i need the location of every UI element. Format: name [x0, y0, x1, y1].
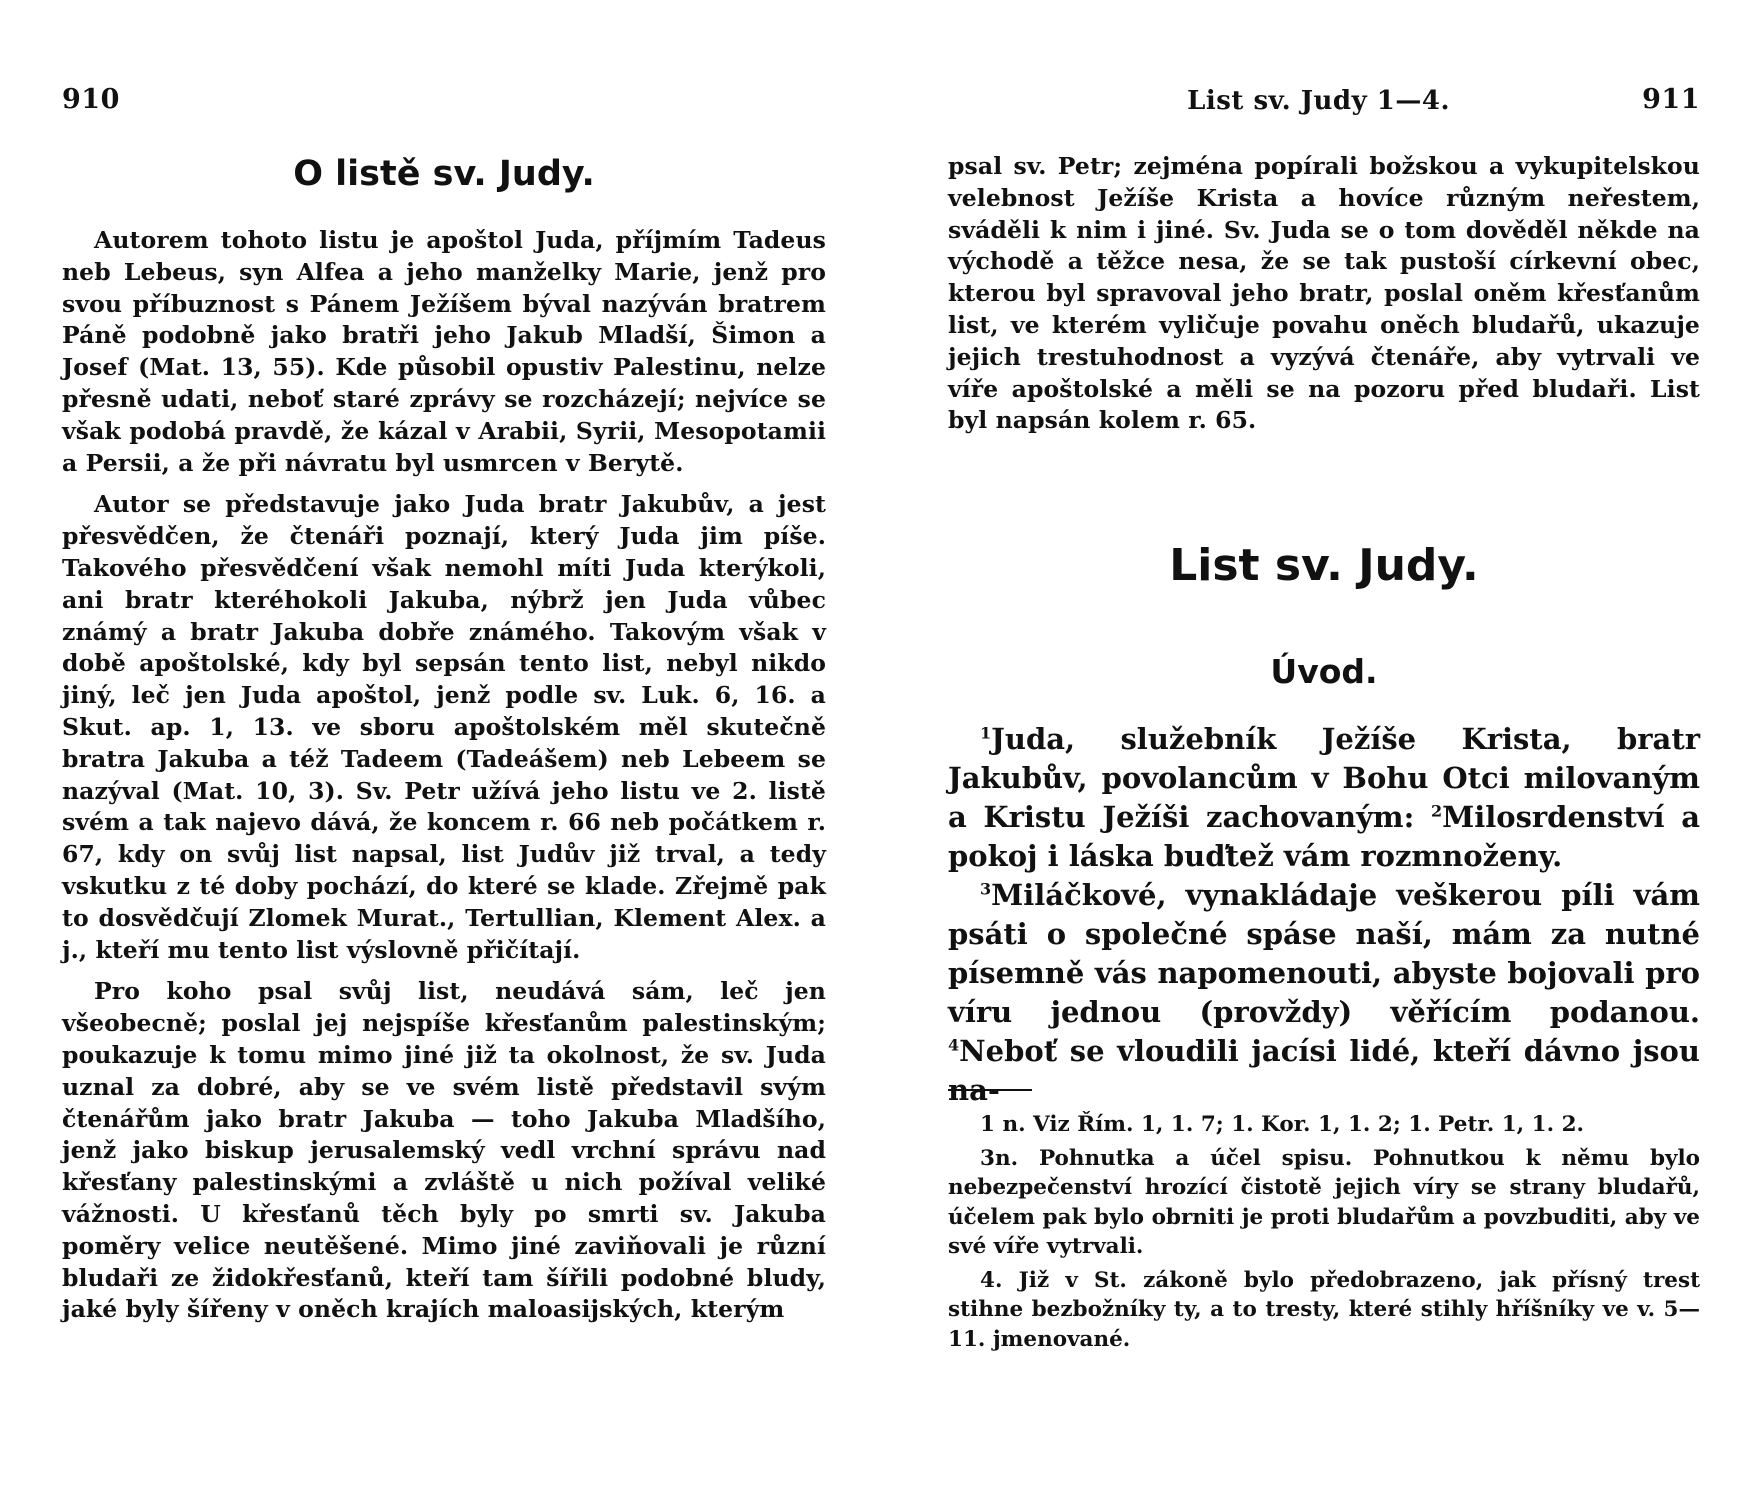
footnote: 3n. Pohnutka a účel spisu. Pohnutkou k němu bylo nebezpečenství hrozící čistotě jejich víry se strany bludařů, účelem pak bylo obrniti je proti bludařům a povzbuditi, aby ve své víře vytrvali. [948, 1145, 1700, 1259]
paragraph: Pro koho psal svůj list, neudává sám, leč jen všeobecně; poslal jej nejspíše křesťanům palestinským; poukazuje k tomu mimo jiné již ta okolnost, že sv. Juda uznal za dobré, aby se ve svém listě představil svým čtenářům jako bratr Jakuba — toho Jakuba Mladšího, jenž jako biskup jerusalemský vedl vrchní správu nad křesťany palestinskými a zvláště u nich požíval veliké vážnosti. U křesťanů těch byly po smrti sv. Jakuba poměry velice neutěšené. Mimo jiné zaviňovali je různí bludaři ze židokřesťanů, kteří tam šířili podobné bludy, jaké byly šířeny v oněch krajích maloasijských, kterým [62, 977, 826, 1324]
verse-number: 2 [1430, 801, 1443, 821]
page-number: 910 [62, 84, 120, 115]
continuation-text [948, 151, 1700, 447]
footnote-divider [948, 1089, 1032, 1091]
footnote: 1 n. Viz Řím. 1, 1. 7; 1. Kor. 1, 1. 2; 1. Petr. 1, 1. 2. [980, 1112, 1585, 1137]
paragraph: Autor se představuje jako Juda bratr Jakubův, a jest přesvědčen, že čtenáři poznají, který Juda jim píše. Takového přesvědčení však nemohl míti Juda kterýkoli, ani bratr kteréhokoli Jakuba, nýbrž jen Juda vůbec známý a bratr Jakuba dobře známého. Takovým však v době apoštolské, kdy byl sepsán tento list, nebyl nikdo jiný, leč jen Juda apoštol, jenž podle sv. Luk. 6, 16. a Skut. ap. 1, 13. ve sboru apoštolském měl skutečně bratra Jakuba a též Tadeem (Tadeášem) neb Lebeem se nazýval (Mat. 10, 3). Sv. Petr užívá jeho listu ve 2. listě svém a tak najevo dává, že koncem r. 66 neb počátkem r. 67, kdy on svůj list napsal, list Judův již trval, a tedy vskutku z té doby pochází, do které se klade. Zřejmě pak to dosvědčují Zlomek Murat., Tertullian, Klement Alex. a j., kteří mu tento list výslovně přičítají. [62, 490, 826, 964]
epistle-title: List sv. Judy. [1169, 540, 1479, 591]
scripture-verses [948, 720, 1700, 1110]
paragraph: psal sv. Petr; zejména popírali božskou a vykupitelskou velebnost Ježíše Krista a hovíce různým neřestem, sváděli k nim i jiné. Sv. Juda se o tom dověděl někde na východě a těžce nesa, že se tak pustoší církevní obec, kterou byl spravoval jeho bratr, poslal oněm křesťanům list, ve kterém vyličuje povahu oněch bludařů, ukazuje jejich trestuhodnost a vyzývá čtenáře, aby vytrvali ve víře apoštolské a měli se na pozoru před bludaři. List byl napsán kolem r. 65. [948, 152, 1700, 435]
paragraph: Autorem tohoto listu je apoštol Juda, příjmím Tadeus neb Lebeus, syn Alfea a jeho manželky Marie, jenž pro svou příbuznost s Pánem Ježíšem býval nazýván bratrem Páně podobně jako bratři jeho Jakub Mladší, Šimon a Josef (Mat. 13, 55). Kde působil opustiv Palestinu, nelze přesně udati, neboť staré zprávy se rozcházejí; nejvíce se však podobá pravdě, že kázal v Arabii, Syrii, Mesopotamii a Persii, a že při návratu byl usmrcen v Berytě. [62, 226, 826, 477]
introduction-text [62, 225, 826, 1336]
verse-text: Neboť se vloudili jacísi lidé, kteří dávno jsou na- [948, 1034, 1700, 1107]
verse-number: 1 [980, 723, 992, 743]
verse-text: Juda, služebník Ježíše Krista, bratr Jakubův, povolancům v Bohu Otci milovaným a Kristu Ježíši zachovaným: [948, 722, 1700, 834]
running-head: List sv. Judy 1—4. [1187, 86, 1450, 116]
section-title: O listě sv. Judy. [293, 154, 595, 194]
verse-number: 4 [948, 1035, 960, 1055]
right-page [948, 0, 1700, 1500]
left-page [62, 0, 826, 1500]
verse-number: 3 [980, 879, 992, 899]
section-subtitle: Úvod. [1270, 652, 1378, 691]
page-number: 911 [1642, 84, 1700, 115]
footnotes [948, 1110, 1700, 1358]
verse-text: Milosrdenství a pokoj i láska buďtež vám rozmnoženy. [948, 800, 1701, 873]
verse-text: Miláčkové, vynakládaje veškerou píli vám psáti o společné spáse naší, mám za nutné písemně vás napomenouti, abyste bojovali pro víru jednou (provždy) věřícím podanou. [948, 878, 1700, 1029]
verse-block [948, 876, 1700, 1110]
verse-block [948, 720, 1700, 876]
footnote: 4. Již v St. zákoně bylo předobrazeno, jak přísný trest stihne bezbožníky ty, a to tresty, které stihly hříšníky ve v. 5—11. jmenované. [948, 1267, 1700, 1352]
